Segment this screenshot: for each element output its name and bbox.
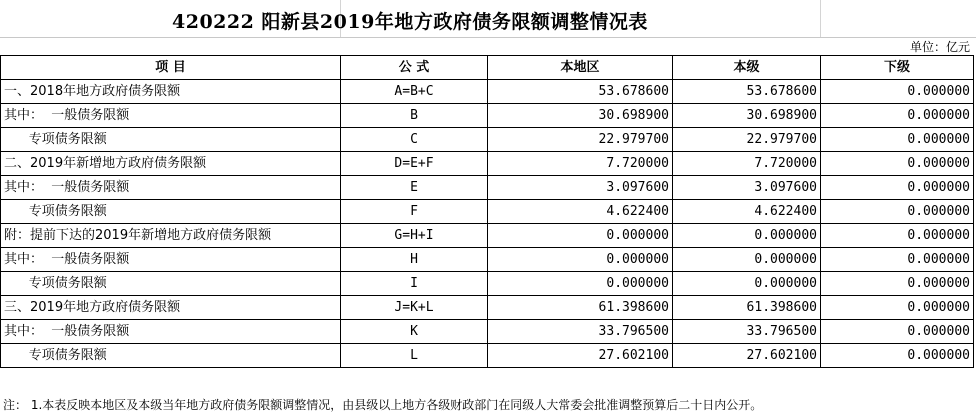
cell-item: 专项债务限额 [1, 344, 341, 368]
cell-local: 30.698900 [488, 104, 673, 128]
cell-formula: H [341, 248, 488, 272]
cell-this-level: 53.678600 [673, 80, 821, 104]
cell-item: 其中： 一般债务限额 [1, 176, 341, 200]
cell-item: 其中： 一般债务限额 [1, 248, 341, 272]
cell-formula: E [341, 176, 488, 200]
cell-item: 三、2019年地方政府债务限额 [1, 296, 341, 320]
cell-this-level: 4.622400 [673, 200, 821, 224]
cell-this-level: 30.698900 [673, 104, 821, 128]
table-row [1, 80, 974, 104]
unit-label: 单位：亿元 [909, 40, 970, 54]
cell-local: 61.398600 [488, 296, 673, 320]
cell-lower-level: 0.000000 [821, 104, 974, 128]
cell-formula: B [341, 104, 488, 128]
debt-limit-table [0, 55, 974, 368]
cell-local: 0.000000 [488, 272, 673, 296]
cell-lower-level: 0.000000 [821, 320, 974, 344]
table-row [1, 224, 974, 248]
header-lower-level: 下级 [821, 56, 974, 80]
table-row [1, 320, 974, 344]
cell-lower-level: 0.000000 [821, 344, 974, 368]
cell-lower-level: 0.000000 [821, 224, 974, 248]
cell-formula: D=E+F [341, 152, 488, 176]
cell-item: 二、2019年新增地方政府债务限额 [1, 152, 341, 176]
cell-lower-level: 0.000000 [821, 272, 974, 296]
cell-this-level: 33.796500 [673, 320, 821, 344]
cell-item: 附：提前下达的2019年新增地方政府债务限额 [1, 224, 341, 248]
header-formula: 公 式 [341, 56, 488, 80]
cell-this-level: 0.000000 [673, 224, 821, 248]
cell-item: 专项债务限额 [1, 128, 341, 152]
cell-lower-level: 0.000000 [821, 80, 974, 104]
header-item: 项 目 [1, 56, 341, 80]
cell-this-level: 7.720000 [673, 152, 821, 176]
page-title: 420222 阳新县2019年地方政府债务限额调整情况表 [172, 11, 648, 33]
cell-local: 3.097600 [488, 176, 673, 200]
header-local: 本地区 [488, 56, 673, 80]
cell-formula: G=H+I [341, 224, 488, 248]
cell-item: 专项债务限额 [1, 272, 341, 296]
cell-formula: L [341, 344, 488, 368]
cell-local: 7.720000 [488, 152, 673, 176]
table-row [1, 200, 974, 224]
cell-lower-level: 0.000000 [821, 200, 974, 224]
table-header-row [1, 56, 974, 80]
cell-formula: A=B+C [341, 80, 488, 104]
cell-local: 0.000000 [488, 224, 673, 248]
cell-item: 其中： 一般债务限额 [1, 320, 341, 344]
cell-this-level: 27.602100 [673, 344, 821, 368]
cell-formula: C [341, 128, 488, 152]
table-row [1, 248, 974, 272]
cell-local: 22.979700 [488, 128, 673, 152]
table-row [1, 296, 974, 320]
footnote: 注： 1.本表反映本地区及本级当年地方政府债务限额调整情况，由县级以上地方各级财政部门在同级人大常委会批准调整预算后二十日内公开。 [3, 398, 763, 412]
cell-item: 专项债务限额 [1, 200, 341, 224]
table-row [1, 128, 974, 152]
cell-lower-level: 0.000000 [821, 248, 974, 272]
table-row [1, 104, 974, 128]
title-row-divider [820, 0, 821, 37]
table-row [1, 272, 974, 296]
cell-formula: F [341, 200, 488, 224]
cell-local: 4.622400 [488, 200, 673, 224]
cell-formula: I [341, 272, 488, 296]
table-row [1, 176, 974, 200]
cell-local: 33.796500 [488, 320, 673, 344]
cell-this-level: 0.000000 [673, 248, 821, 272]
cell-lower-level: 0.000000 [821, 128, 974, 152]
cell-lower-level: 0.000000 [821, 296, 974, 320]
cell-formula: J=K+L [341, 296, 488, 320]
title-row [0, 0, 976, 38]
cell-this-level: 22.979700 [673, 128, 821, 152]
table-row [1, 152, 974, 176]
cell-item: 一、2018年地方政府债务限额 [1, 80, 341, 104]
table-body [1, 80, 974, 368]
header-this-level: 本级 [673, 56, 821, 80]
cell-lower-level: 0.000000 [821, 152, 974, 176]
cell-this-level: 3.097600 [673, 176, 821, 200]
table-row [1, 344, 974, 368]
cell-local: 27.602100 [488, 344, 673, 368]
cell-this-level: 0.000000 [673, 272, 821, 296]
cell-lower-level: 0.000000 [821, 176, 974, 200]
cell-formula: K [341, 320, 488, 344]
cell-local: 53.678600 [488, 80, 673, 104]
cell-this-level: 61.398600 [673, 296, 821, 320]
cell-local: 0.000000 [488, 248, 673, 272]
cell-item: 其中： 一般债务限额 [1, 104, 341, 128]
